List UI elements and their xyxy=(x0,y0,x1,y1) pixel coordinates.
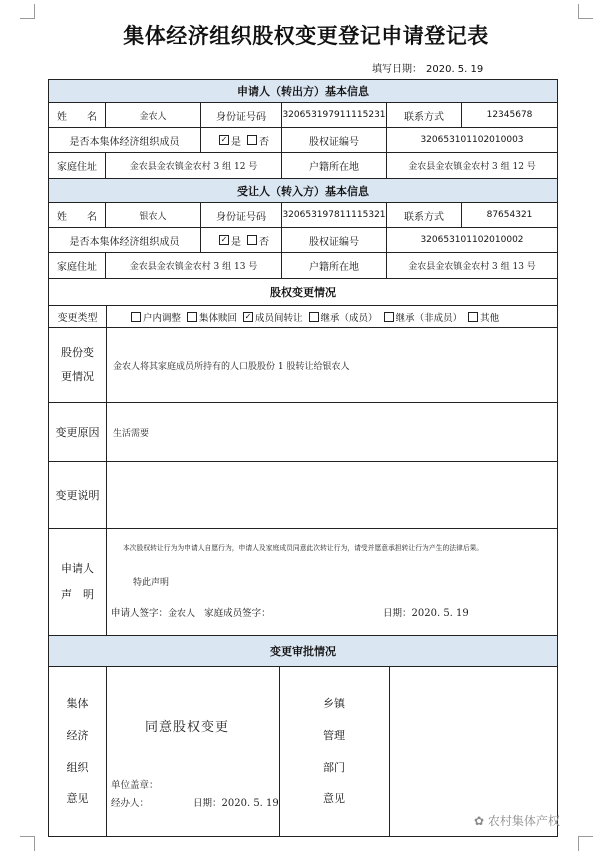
transferor-phone-label: 联系方式 xyxy=(404,111,444,123)
declaration-text: 本次股权转让行为为申请人自愿行为，申请人及家庭成员同意此次转让行为，请受并愿意承担转让行为产生的法律后果。 xyxy=(123,544,484,552)
transferor-address: 金农县金农镇金农村 3 组 12 号 xyxy=(129,162,258,172)
section-title-change: 股权变更情况 xyxy=(270,286,336,299)
transferor-name: 金农人 xyxy=(139,111,167,122)
change-details-label-line: 股份变 xyxy=(61,345,94,359)
corner-mark-bottom-left xyxy=(20,836,35,851)
handler-label: 经办人： xyxy=(111,798,150,809)
corner-mark-top-right xyxy=(578,4,593,19)
transferor-name-label: 姓 名 xyxy=(57,111,97,123)
checkbox-checked-icon: ✓ xyxy=(220,235,228,244)
transferor-cert-label: 股权证编号 xyxy=(309,136,359,148)
change-details-label-line: 更情况 xyxy=(61,370,94,383)
applicant-sign-name: 金农人 xyxy=(168,609,196,619)
org-opinion-label-line: 集体 xyxy=(66,696,89,710)
transferee-cert: 320653101102010002 xyxy=(420,235,524,245)
transferee-cert-label: 股权证编号 xyxy=(309,236,359,248)
declaration-sign-line xyxy=(111,605,271,619)
approval-date-label: 日期： xyxy=(193,798,222,809)
transferee-member-label: 是否本集体经济组织成员 xyxy=(69,236,180,248)
town-opinion-label-line: 部门 xyxy=(323,760,345,774)
transferee-address-label: 家庭住址 xyxy=(57,262,97,273)
family-sign-label: 家庭成员签字： xyxy=(204,608,271,619)
transferor-member-label: 是否本集体经济组织成员 xyxy=(69,136,180,148)
transferor-member-yes: 是 xyxy=(231,136,241,148)
declaration-label xyxy=(49,529,106,635)
transferee-phone: 87654321 xyxy=(486,210,533,220)
org-opinion-label-line: 组织 xyxy=(66,760,89,774)
town-opinion-label-line: 乡镇 xyxy=(323,696,345,710)
change-type-option: 继承（成员） xyxy=(320,312,378,324)
change-type-option: 成员间转让 xyxy=(255,312,303,324)
town-opinion-label xyxy=(279,667,389,836)
applicant-sign-label: 申请人签字： xyxy=(111,608,169,619)
checkbox-empty-icon xyxy=(131,312,141,322)
checkbox-empty-icon xyxy=(468,312,478,322)
transferee-household-label: 户籍所在地 xyxy=(309,262,359,273)
section-title-transferor: 申请人（转出方）基本信息 xyxy=(49,80,557,102)
change-reason: 生活需要 xyxy=(113,428,150,439)
section-title-transferee: 受让人（转入方）基本信息 xyxy=(49,179,557,202)
transferee-address: 金农县金农镇金农村 3 组 13 号 xyxy=(129,262,258,272)
checkbox-empty-icon xyxy=(247,235,257,245)
section-title-approval: 变更审批情况 xyxy=(49,636,557,666)
change-type-options xyxy=(107,306,557,327)
corner-mark-top-left xyxy=(20,4,35,19)
checkbox-empty-icon xyxy=(187,312,197,322)
transferor-member-no: 否 xyxy=(259,136,269,148)
watermark xyxy=(474,812,560,829)
transferor-id-label: 身份证号码 xyxy=(216,111,266,123)
corner-mark-bottom-right xyxy=(578,836,593,851)
checkbox-checked-icon: ✓ xyxy=(244,311,252,321)
transferee-name: 银农人 xyxy=(139,211,167,222)
change-type-option: 集体赎回 xyxy=(199,312,238,324)
checkbox-checked-icon: ✓ xyxy=(220,135,228,144)
transferor-cert: 320653101102010003 xyxy=(420,135,524,145)
declaration-special: 特此声明 xyxy=(133,578,170,588)
transferee-name-label: 姓 名 xyxy=(57,211,97,223)
application-form xyxy=(48,79,558,837)
page-title: 集体经济组织股权变更登记申请登记表 xyxy=(123,24,489,48)
change-details: 金农人将其家庭成员所持有的人口股股份 1 股转让给银农人 xyxy=(113,361,350,372)
transferor-address-label: 家庭住址 xyxy=(57,162,97,173)
fill-date-label: 填写日期： xyxy=(372,64,422,75)
declaration-label-line: 声 明 xyxy=(61,588,94,601)
transferee-id-label: 身份证号码 xyxy=(216,211,266,223)
wechat-icon: ✿ xyxy=(474,814,485,828)
transferor-household: 金农县金农镇金农村 3 组 12 号 xyxy=(408,162,536,172)
transferor-id: 320653197911115231 xyxy=(282,110,386,120)
change-note-label: 变更说明 xyxy=(55,489,100,502)
transferee-member-no: 否 xyxy=(259,236,269,248)
transferee-id: 320653197811115321 xyxy=(282,210,386,220)
org-opinion: 同意股权变更 xyxy=(145,720,230,735)
change-type-option: 其他 xyxy=(480,312,500,324)
transferor-member-choice xyxy=(201,128,281,152)
declaration-label-line: 申请人 xyxy=(61,561,94,575)
change-details-label xyxy=(49,328,106,402)
org-opinion-label xyxy=(49,667,106,836)
declaration-date-label: 日期： xyxy=(383,608,412,619)
org-opinion-label-line: 意见 xyxy=(66,792,89,806)
transferee-member-yes: 是 xyxy=(231,236,241,248)
change-reason-label: 变更原因 xyxy=(55,426,100,439)
org-opinion-label-line: 经济 xyxy=(66,728,89,742)
change-note xyxy=(107,462,557,528)
town-opinion-label-line: 管理 xyxy=(323,728,345,742)
declaration-date-value: 2020. 5. 19 xyxy=(411,608,469,619)
transferee-household: 金农县金农镇金农村 3 组 13 号 xyxy=(408,262,536,272)
checkbox-empty-icon xyxy=(247,135,257,145)
transferor-household-label: 户籍所在地 xyxy=(309,162,359,173)
transferor-phone: 12345678 xyxy=(486,110,533,120)
transferee-member-choice xyxy=(201,228,281,252)
change-type-option: 户内调整 xyxy=(143,312,182,324)
seal-label: 单位盖章： xyxy=(111,780,159,791)
change-type-option: 继承（非成员） xyxy=(395,312,463,324)
fill-date-value: 2020. 5. 19 xyxy=(426,64,484,75)
watermark-text: 农村集体产权 xyxy=(487,814,560,828)
declaration-date xyxy=(383,605,469,619)
change-type-label: 变更类型 xyxy=(57,313,98,324)
approval-date xyxy=(193,795,279,809)
checkbox-empty-icon xyxy=(384,312,394,322)
fill-date xyxy=(372,60,487,75)
approval-date-value: 2020. 5. 19 xyxy=(221,798,279,809)
transferee-phone-label: 联系方式 xyxy=(404,211,444,223)
checkbox-empty-icon xyxy=(309,312,319,322)
town-opinion-label-line: 意见 xyxy=(323,792,345,806)
